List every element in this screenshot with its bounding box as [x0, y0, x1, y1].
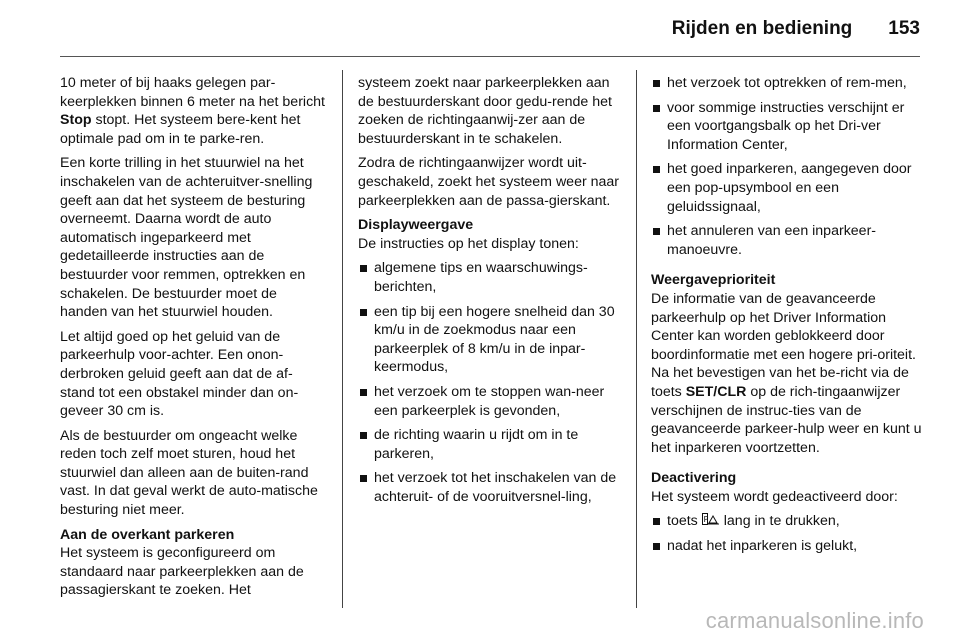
- page-number: 153: [888, 18, 920, 39]
- paragraph: Zodra de richtingaanwijzer wordt uit-geschakeld, zoekt het systeem weer naar parkeerplekken aan de passa-gierskant.: [358, 155, 620, 209]
- paragraph: De instructies op het display tonen:: [358, 235, 579, 252]
- paragraph: Het systeem is geconfigureerd om standaard naar parkeerplekken aan de passagierskant te zoeken. Het: [60, 545, 304, 599]
- list-item: toets P lang in te drukken,: [651, 512, 923, 531]
- section-heading: Deactivering: [651, 470, 737, 487]
- column-divider-2: [636, 70, 637, 608]
- column-1: [60, 74, 326, 606]
- paragraph: Een korte trilling in het stuurwiel na het inschakelen van de achteruitver-snelling geeft aan dat het systeem de besturing overneemt. Daarna wordt de auto automatisch ingeparkeerd met gedetailleerde instructies aan de bestuurder voor remmen, optrekken en schakelen. De bestuurder moet de handen van het stuurwiel houden.: [60, 155, 313, 321]
- bullet-list: [651, 74, 923, 259]
- list-item: het verzoek om te stoppen wan-neer een parkeerplek is gevonden,: [358, 383, 624, 420]
- bullet-list: [358, 259, 624, 506]
- list-item: voor sommige instructies verschijnt er een voortgangsbalk op het Dri-ver Information Center,: [651, 99, 923, 155]
- page-header: [60, 18, 920, 48]
- list-item: het verzoek tot optrekken of rem-men,: [651, 74, 923, 93]
- list-item: nadat het inparkeren is gelukt,: [651, 537, 923, 556]
- list-item: het goed inparkeren, aangegeven door een pop-upsymbool en een geluidssignaal,: [651, 160, 923, 216]
- paragraph: De informatie van de geavanceerde parkeerhulp op het Driver Information Center kan worden geblokkeerd door boordinformatie met een hogere pri-oriteit. Na het bevestigen van het be-richt via de toets SET/CLR op de rich-tingaanwijzer verschijnen de instruc-ties van de geavanceerde parkeer-hulp weer en kunt u het inparkeren voortzetten.: [651, 290, 922, 456]
- list-item: een tip bij een hogere snelheid dan 30 km/u in de zoekmodus naar een parkeerplek of 8 km/u in de inpar-keermodus,: [358, 303, 624, 377]
- column-divider-1: [342, 70, 343, 608]
- paragraph: systeem zoekt naar parkeerplekken aan de bestuurderskant door gedu-rende het zoeken de richtingaanwij-zer aan de bestuurderskant in te schakelen.: [358, 75, 612, 147]
- header-divider: [60, 56, 920, 57]
- page-title: Rijden en bediening: [671, 18, 853, 39]
- paragraph: Let altijd goed op het geluid van de parkeerhulp voor-achter. Een onon-derbroken geluid geeft aan dat de af-stand tot een obstakel minder dan on-geveer 30 cm is.: [60, 328, 299, 420]
- stop-label: Stop: [60, 112, 92, 129]
- list-item: de richting waarin u rijdt om in te parkeren,: [358, 426, 624, 463]
- section-heading: Displayweergave: [358, 217, 474, 234]
- list-item: het verzoek tot het inschakelen van de achteruit- of de vooruitversnel-ling,: [358, 469, 624, 506]
- paragraph: 10 meter of bij haaks gelegen par-keerplekken binnen 6 meter na het bericht Stop stopt. Het systeem bere-kent het optimale pad om in te parke-ren.: [60, 75, 325, 147]
- svg-text:P: P: [703, 515, 709, 525]
- column-2: [358, 74, 624, 512]
- list-item: algemene tips en waarschuwings-berichten,: [358, 259, 624, 296]
- paragraph: Het systeem wordt gedeactiveerd door:: [651, 488, 898, 505]
- bullet-list: [651, 512, 923, 555]
- list-item: het annuleren van een inparkeer-manoeuvre.: [651, 222, 923, 259]
- section-heading: Weergaveprioriteit: [651, 272, 776, 289]
- set-clr-label: SET/CLR: [685, 383, 747, 400]
- section-heading: Aan de overkant parkeren: [60, 526, 235, 543]
- column-3: [651, 74, 923, 562]
- parking-assist-icon: [702, 512, 720, 531]
- watermark: carmanualsonline.info: [705, 608, 924, 633]
- paragraph: Als de bestuurder om ongeacht welke reden toch zelf moet sturen, houd het stuurwiel dan alleen aan de buiten-rand vast. In dat geval werkt de auto-matische besturing niet meer.: [60, 427, 318, 519]
